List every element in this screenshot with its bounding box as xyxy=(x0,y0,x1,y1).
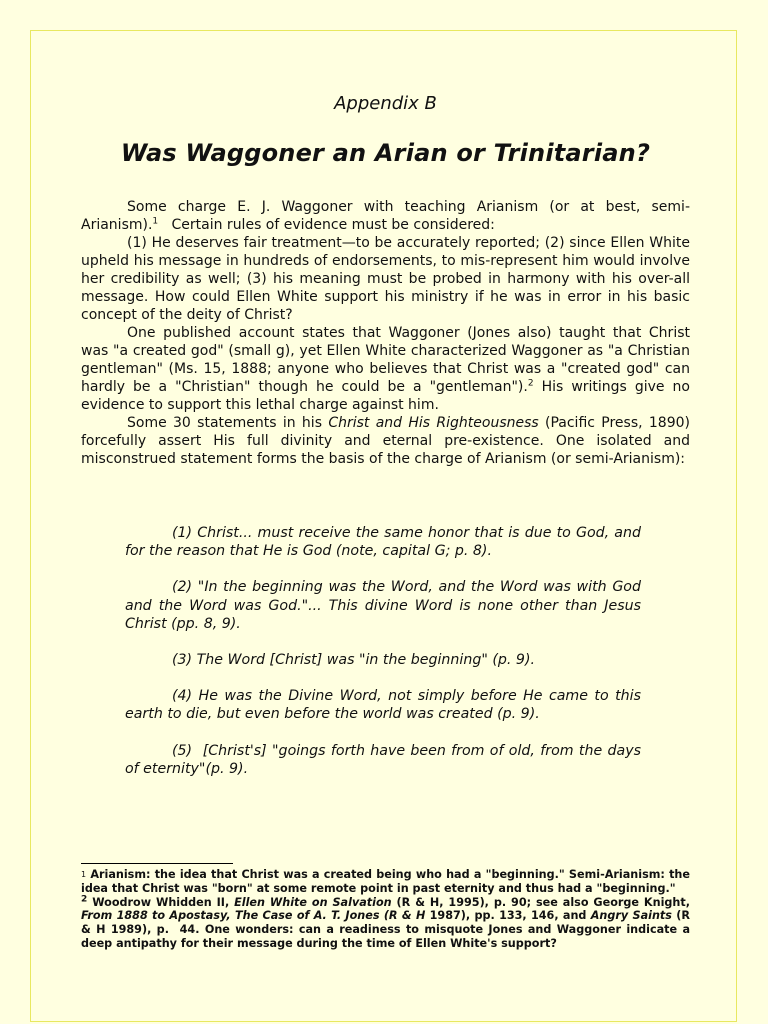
quote-item: (3) The Word [Christ] was "in the beginning" (p. 9). xyxy=(172,652,536,669)
paragraph-4 xyxy=(81,414,690,468)
paragraph-3-text-cont: His writings give no evidence to support this lethal charge against him. xyxy=(81,379,690,413)
paragraph-4-text: Some 30 statements in his xyxy=(127,415,329,431)
paragraph-3 xyxy=(81,324,690,414)
footnote-2-text: Woodrow Whidden II, xyxy=(87,895,235,909)
footnote-2-text: (R & H 1989), p. 44. One wonders: can a readiness to misquote Jones and Waggoner indicate a deep antipathy for their message during the time of Ellen White's support? xyxy=(81,909,694,950)
footnote-2 xyxy=(81,893,694,951)
footnote-1 xyxy=(81,868,690,896)
book-title: From 1888 to Apostasy, The Case of A. T. Jones (R & H xyxy=(81,909,426,923)
footnote-ref-1[interactable]: 1 xyxy=(152,216,159,227)
book-title: Christ and His Righteousness xyxy=(328,415,539,431)
paragraph-3-text: One published account states that Waggoner (Jones also) taught that Christ was "a created god" (small g), yet Ellen White characterized Waggoner as "a Christian gentleman" (Ms. 15, 1888; anyone who believes that Christ was a "created god" can hardly be a "Christian" though he could be a "gentleman"). xyxy=(81,325,690,395)
document-page xyxy=(30,30,737,1022)
paragraph-1-text-cont: Certain rules of evidence must be considered: xyxy=(158,217,495,233)
footnotes xyxy=(81,868,694,951)
quote-item: (1) Christ... must receive the same honor that is due to God, and for the reason that He is God (note, capital G; p. 8). xyxy=(125,525,641,560)
paragraph-4-text-cont: (Pacific Press, 1890) forcefully assert His full divinity and eternal pre-existence. One isolated and misconstrued statement forms the basis of the charge of Arianism (or semi-Arianism): xyxy=(81,415,690,467)
paragraph-2: (1) He deserves fair treatment—to be accurately reported; (2) since Ellen White upheld his message in hundreds of endorsements, to mis-represent him would involve her credibility as well; (3) his meaning must be probed in harmony with his over-all message. How could Ellen White support his ministry if he was in error in his basic concept of the deity of Christ? xyxy=(81,235,690,323)
body-text xyxy=(81,198,690,468)
footnote-2-text: (R & H, 1995), p. 90; see also George Knight, xyxy=(391,895,690,909)
page-title: Was Waggoner an Arian or Trinitarian? xyxy=(120,139,651,167)
paragraph-1 xyxy=(81,198,690,234)
book-title: Angry Saints xyxy=(590,909,672,923)
footnote-ref-2[interactable]: 2 xyxy=(527,378,534,389)
footnote-2-mark: 2 xyxy=(81,893,88,904)
paragraph-1-text: Some charge E. J. Waggoner with teaching Arianism (or at best, semi-Arianism). xyxy=(81,199,690,233)
footnote-1-mark: 1 xyxy=(81,870,87,879)
footnote-divider xyxy=(81,863,233,864)
quote-item: (5) [Christ's] "goings forth have been from of old, from the days of eternity"(p. 9). xyxy=(125,742,646,777)
footnote-1-text: Arianism: the idea that Christ was a created being who had a "beginning." Semi-Arianism: the idea that Christ was "born" at some remote point in past eternity and thus had a "beginning." xyxy=(81,868,690,895)
quote-list xyxy=(125,524,646,796)
quote-item: (2) "In the beginning was the Word, and the Word was with God and the Word was God."... This divine Word is none other than Jesus Christ (pp. 8, 9). xyxy=(125,579,641,632)
appendix-label: Appendix B xyxy=(334,93,437,114)
book-title: Ellen White on Salvation xyxy=(234,895,392,909)
quote-item: (4) He was the Divine Word, not simply before He came to this earth to die, but even before the world was created (p. 9). xyxy=(125,688,641,723)
footnote-2-text: 1987), pp. 133, 146, and xyxy=(425,909,591,923)
